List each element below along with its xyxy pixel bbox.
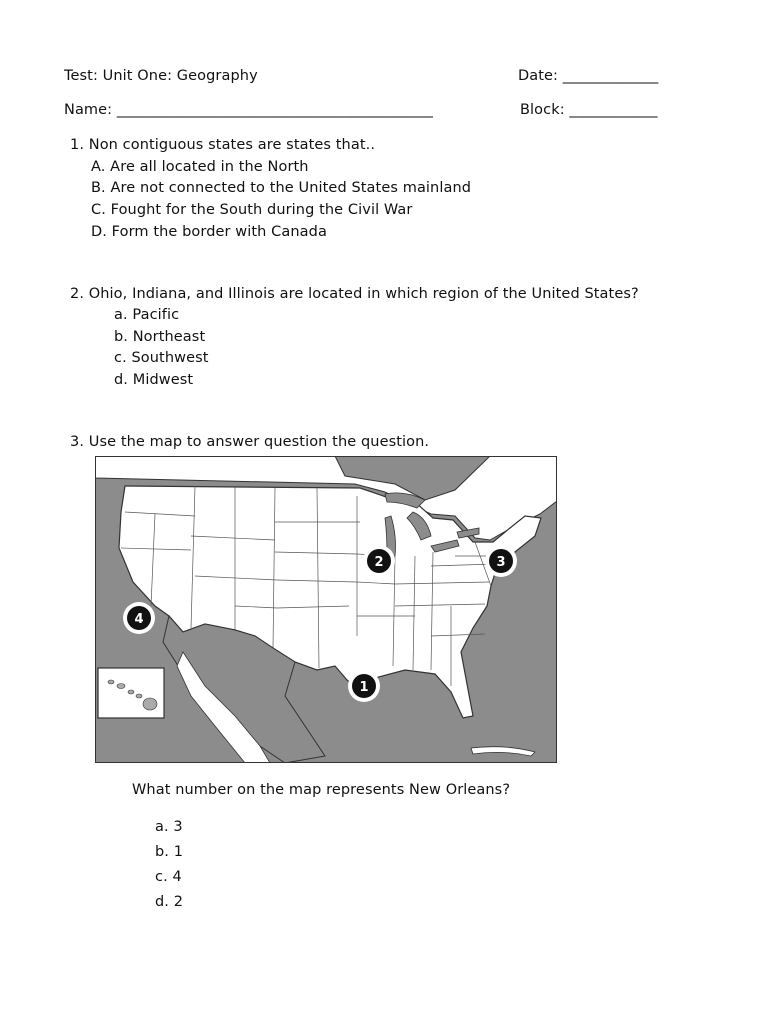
- test-title: Test: Unit One: Geography: [64, 68, 258, 84]
- marker-4: [123, 602, 155, 634]
- question-3-subprompt: What number on the map represents New Orleans?: [132, 782, 511, 798]
- question-1-option-a[interactable]: A. Are all located in the North: [91, 159, 309, 175]
- question-1-option-d[interactable]: D. Form the border with Canada: [91, 224, 327, 240]
- question-2-option-d[interactable]: d. Midwest: [114, 372, 194, 388]
- marker-2: [363, 545, 395, 577]
- us-map: [95, 456, 557, 763]
- marker-4-label: 4: [134, 612, 144, 627]
- marker-3: [485, 545, 517, 577]
- date-field[interactable]: Date: _____________: [518, 68, 659, 84]
- block-field[interactable]: Block: ____________: [520, 102, 658, 118]
- name-field[interactable]: Name: ___________________________________________: [64, 102, 433, 118]
- question-1-option-c[interactable]: C. Fought for the South during the Civil War: [91, 202, 413, 218]
- question-2-option-a[interactable]: a. Pacific: [114, 307, 180, 323]
- question-1-prompt: 1. Non contiguous states are states that..: [70, 137, 376, 153]
- marker-2-label: 2: [374, 555, 384, 570]
- marker-3-label: 3: [496, 555, 506, 570]
- question-3-option-c[interactable]: c. 4: [155, 869, 182, 885]
- question-3-option-b[interactable]: b. 1: [155, 844, 184, 860]
- us-map-svg: [95, 456, 557, 763]
- marker-1-label: 1: [359, 680, 369, 695]
- marker-1: [348, 670, 380, 702]
- question-3-prompt: 3. Use the map to answer question the question.: [70, 434, 430, 450]
- question-2-option-c[interactable]: c. Southwest: [114, 350, 209, 366]
- question-2-option-b[interactable]: b. Northeast: [114, 329, 206, 345]
- question-2-prompt: 2. Ohio, Indiana, and Illinois are located in which region of the United States?: [70, 286, 639, 302]
- question-3-option-a[interactable]: a. 3: [155, 819, 183, 835]
- question-1-option-b[interactable]: B. Are not connected to the United States mainland: [91, 180, 472, 196]
- question-3-option-d[interactable]: d. 2: [155, 894, 184, 910]
